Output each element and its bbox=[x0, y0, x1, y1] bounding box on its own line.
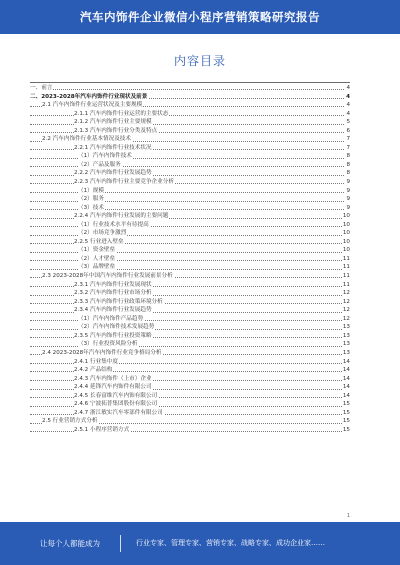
toc-entry-page: 13 bbox=[342, 324, 350, 331]
toc-entry-label: 一、前言 bbox=[30, 85, 53, 91]
toc-entry-label: 2.5.1 小程序营销方式 bbox=[74, 426, 130, 433]
toc-entry[interactable] bbox=[0, 349, 400, 358]
toc-entry[interactable] bbox=[0, 298, 400, 307]
toc-entry[interactable] bbox=[0, 358, 400, 367]
toc-entry-page: 14 bbox=[342, 358, 350, 365]
toc-entry-page: 13 bbox=[342, 349, 350, 356]
toc-entry-label: 2.4.2 产品结构 bbox=[74, 367, 113, 374]
toc-entry-label: 2.3 2023-2028年中国汽车内饰件行业发展前景分析 bbox=[42, 273, 173, 280]
toc-entry[interactable] bbox=[0, 426, 400, 435]
toc-entry-label: 2.1.1 汽车内饰件行业运营的主要状态 bbox=[74, 110, 169, 117]
toc-entry-label: （3）行业投资风险分析 bbox=[78, 341, 138, 348]
toc-entry-label: （3）技术 bbox=[78, 204, 104, 211]
toc-entry-label: （2）汽车内饰件技术发展趋势 bbox=[78, 324, 155, 331]
toc-entry-page: 8 bbox=[346, 153, 350, 160]
toc-entry-label: （1）汽车内饰件技术 bbox=[78, 153, 132, 160]
toc-entry[interactable] bbox=[0, 187, 400, 196]
toc-entry[interactable] bbox=[0, 84, 400, 93]
toc-entry[interactable] bbox=[0, 289, 400, 298]
toc-entry-label: （2）市场竞争激烈 bbox=[78, 230, 127, 237]
toc-entry-page: 14 bbox=[342, 392, 350, 399]
page-footer bbox=[0, 522, 400, 565]
toc-entry-page: 7 bbox=[346, 144, 350, 151]
toc-entry-page: 15 bbox=[342, 426, 350, 433]
toc-entry-page: 11 bbox=[342, 273, 350, 280]
toc-entry[interactable] bbox=[0, 306, 400, 315]
toc-entry-page: 10 bbox=[342, 213, 350, 220]
toc-entry-page: 8 bbox=[346, 170, 350, 177]
page-header bbox=[0, 0, 400, 34]
toc-entry[interactable] bbox=[0, 212, 400, 221]
toc-entry-page: 14 bbox=[342, 367, 350, 374]
toc-entry-page: 14 bbox=[342, 384, 350, 391]
toc-entry-page: 11 bbox=[342, 281, 350, 288]
toc-entry[interactable] bbox=[0, 340, 400, 349]
toc-entry-page: 11 bbox=[342, 255, 350, 262]
toc-entry[interactable] bbox=[0, 383, 400, 392]
toc-entry-label: 2.1 汽车内饰件行业运营状况及主要规模 bbox=[42, 102, 143, 109]
toc-entry[interactable] bbox=[0, 101, 400, 110]
toc-entry-label: 2.3.3 汽车内饰件行业政策环境分析 bbox=[74, 298, 163, 305]
toc-entry-page: 13 bbox=[342, 332, 350, 339]
toc-entry[interactable] bbox=[0, 195, 400, 204]
toc-entry-page: 4 bbox=[346, 110, 350, 117]
toc-entry[interactable] bbox=[0, 135, 400, 144]
toc-entry-label: 2.2.5 行业进入壁垒 bbox=[74, 238, 124, 245]
toc-entry-page: 15 bbox=[342, 409, 350, 416]
toc-entry-page: 4 bbox=[346, 85, 350, 91]
report-title: 汽车内饰件企业微信小程序营销策略研究报告 bbox=[80, 10, 320, 24]
toc-entry-label: 2.1.3 汽车内饰件行业分类及特点 bbox=[74, 127, 158, 134]
toc-entry-page: 13 bbox=[342, 341, 350, 348]
toc-entry-page: 9 bbox=[346, 187, 350, 194]
toc-entry-label: 2.4.7 浙江敏实汽车零部件有限公司 bbox=[74, 409, 163, 416]
toc-entry-label: 2.5 行业营销方式分析 bbox=[42, 418, 98, 425]
toc-entry-page: 12 bbox=[342, 290, 350, 297]
toc-entry-page: 5 bbox=[346, 119, 350, 126]
toc-entry[interactable] bbox=[0, 263, 400, 272]
toc-entry-page: 15 bbox=[342, 418, 350, 425]
toc-entry[interactable] bbox=[0, 110, 400, 119]
toc-entry-label: （2）人才壁垒 bbox=[78, 255, 116, 262]
toc-entry[interactable] bbox=[0, 366, 400, 375]
toc-entry-label: （1）行业技术水平有待提高 bbox=[78, 221, 149, 228]
toc-entry-label: 2.2 汽车内饰件行业基本情况及技术 bbox=[42, 136, 131, 143]
toc-entry-page: 12 bbox=[342, 315, 350, 322]
toc-entry-label: 二、2023-2028年汽车内饰件行业现状及前景 bbox=[30, 93, 148, 100]
toc-entry-label: （1）规模 bbox=[78, 187, 104, 194]
page-number: 1 bbox=[346, 513, 350, 519]
toc-entry[interactable] bbox=[0, 152, 400, 161]
toc-entry-label: 2.2.4 汽车内饰件行业发展的主要问题 bbox=[74, 213, 169, 220]
footer-tagline: 行业专家、管理专家、营销专家、战略专家、成功企业家…… bbox=[136, 539, 325, 547]
toc-entry-page: 7 bbox=[346, 136, 350, 143]
toc-entry[interactable] bbox=[0, 127, 400, 136]
toc-entry-label: （3）品牌壁垒 bbox=[78, 264, 116, 271]
toc-entry-label: 2.3.4 汽车内饰件行业发展趋势 bbox=[74, 307, 152, 314]
toc-entry-page: 10 bbox=[342, 238, 350, 245]
toc-entry[interactable] bbox=[0, 221, 400, 230]
footer-divider bbox=[120, 535, 121, 552]
toc-entry[interactable] bbox=[0, 246, 400, 255]
toc-entry-page: 9 bbox=[346, 204, 350, 211]
toc-entry[interactable] bbox=[0, 144, 400, 153]
toc-entry[interactable] bbox=[0, 400, 400, 409]
toc-entry-label: 2.2.1 汽车内饰件行业技术状况 bbox=[74, 144, 152, 151]
toc-entry-page: 4 bbox=[346, 102, 350, 109]
toc-entry[interactable] bbox=[0, 417, 400, 426]
toc-entry-label: 2.3.2 汽车内饰件行业市场分析 bbox=[74, 290, 152, 297]
toc-entry-page: 11 bbox=[342, 264, 350, 271]
toc-entry[interactable] bbox=[0, 281, 400, 290]
toc-entry-page: 10 bbox=[342, 221, 350, 228]
toc-entry-label: 2.2.3 汽车内饰件行业主要竞争企业分析 bbox=[74, 179, 174, 186]
toc-entry-page: 9 bbox=[346, 179, 350, 186]
toc-entry-page: 15 bbox=[342, 401, 350, 408]
toc-entry-page: 10 bbox=[342, 230, 350, 237]
toc-entry[interactable] bbox=[0, 392, 400, 401]
toc-entry-label: 2.3.1 汽车内饰件行业发展现状 bbox=[74, 281, 152, 288]
toc-entry[interactable] bbox=[0, 238, 400, 247]
toc-entry-label: 2.4.4 延锋汽车内饰件有限公司 bbox=[74, 384, 152, 391]
toc-divider bbox=[30, 82, 350, 83]
toc-entry-label: 2.4.3 汽车内饰件（上市）企业 bbox=[74, 375, 152, 382]
toc-entry[interactable] bbox=[0, 409, 400, 418]
toc-entry[interactable] bbox=[0, 118, 400, 127]
toc-entry-label: （2）服务 bbox=[78, 196, 104, 203]
toc-entry-page: 8 bbox=[346, 161, 350, 168]
toc-entry[interactable] bbox=[0, 161, 400, 170]
toc-entry-page: 12 bbox=[342, 307, 350, 314]
toc-entry-page: 4 bbox=[346, 93, 350, 100]
toc-entry[interactable] bbox=[0, 178, 400, 187]
toc-entry[interactable] bbox=[0, 169, 400, 178]
toc-entry-page: 14 bbox=[342, 375, 350, 382]
toc-entry-label: （1）汽车内饰件产品趋势 bbox=[78, 315, 144, 322]
footer-slogan: 让每个人都能成为 bbox=[40, 539, 100, 548]
toc-entry[interactable] bbox=[0, 204, 400, 213]
toc-entry[interactable] bbox=[0, 272, 400, 281]
toc-entry-label: 2.1.2 汽车内饰件行业主要规模 bbox=[74, 119, 152, 126]
toc-entry[interactable] bbox=[0, 323, 400, 332]
toc-entry-label: 2.2.2 汽车内饰件行业发展趋势 bbox=[74, 170, 152, 177]
toc-entry[interactable] bbox=[0, 332, 400, 341]
toc-entry-page: 6 bbox=[346, 127, 350, 134]
toc-entry[interactable] bbox=[0, 315, 400, 324]
toc-entry-page: 10 bbox=[342, 247, 350, 254]
toc-entry-label: 2.4.5 长春富维汽车内饰有限公司 bbox=[74, 392, 158, 399]
toc-entry[interactable] bbox=[0, 229, 400, 238]
toc-entry-label: 2.3.5 汽车内饰件行业投资策略 bbox=[74, 332, 152, 339]
toc-entry-label: 2.4.6 宁波拓普集团股份有限公司 bbox=[74, 401, 158, 408]
toc-heading: 内容目录 bbox=[173, 54, 226, 68]
toc-entry-label: 2.4.1 行业集中度 bbox=[74, 358, 118, 365]
toc-entry-label: 2.4 2023-2028年汽车内饰件行业竞争格局分析 bbox=[42, 349, 162, 356]
toc-entry[interactable] bbox=[0, 255, 400, 264]
toc-list bbox=[0, 84, 400, 434]
toc-entry-page: 12 bbox=[342, 298, 350, 305]
toc-dot-leader bbox=[30, 89, 348, 90]
toc-entry-label: （1）资金壁垒 bbox=[78, 247, 116, 254]
toc-entry[interactable] bbox=[0, 375, 400, 384]
toc-entry-page: 9 bbox=[346, 196, 350, 203]
toc-entry-label: （2）产品及服务 bbox=[78, 161, 121, 168]
toc-entry[interactable] bbox=[0, 93, 400, 102]
